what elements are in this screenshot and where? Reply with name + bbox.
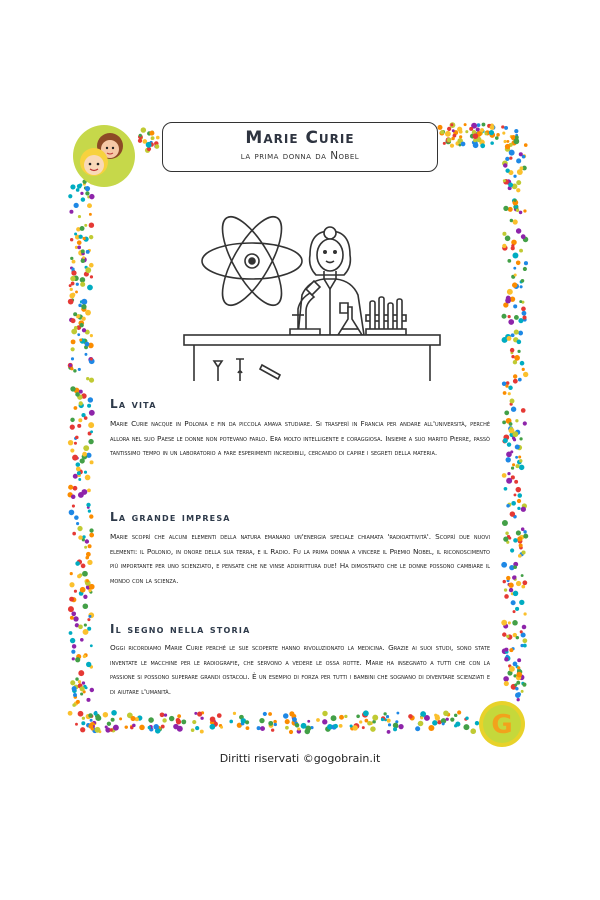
section-text-la-grande-impresa: Marie scoprì che alcuni elementi della natura emanano un'energia speciale chiamata 'radioattività'. Scoprì due nuovi elementi: il Polonio, in onore della sua terra, e il Radio. Fu la prima donna a vincere il Premio Nobel, il riconoscimento più importante per uno scienziato, e pensate che ne vinse addirittura due! Ha dimostrato che le donne possono cambiare il mondo con la scienza. — [110, 532, 490, 585]
test-tubes-icon — [366, 297, 406, 335]
page-title: Marie Curie — [245, 128, 355, 148]
section-heading-il-segno-nella-storia: Il segno nella storia — [110, 622, 251, 636]
gogobrain-logo — [478, 700, 526, 748]
title-box — [162, 122, 438, 172]
glassware-icon — [214, 359, 280, 381]
page-subtitle: la prima donna da Nobel — [240, 150, 360, 162]
marie-curie-lab-illustration — [180, 203, 442, 381]
section-heading-la-vita: La vita — [110, 397, 157, 411]
section-text-il-segno-nella-storia: Oggi ricordiamo Marie Curie perché le sue scoperte hanno rivoluzionato la medicina. Grazie ai suoi studi, sono state inventate le macchine per le radiografie, che servono a vedere le ossa rotte. Marie ha insegnato a tutti che con la passione si possono superare grandi ostacoli. È un esempio di forza per tutti i bambini che sognano di diventare scienziati e di aiutare l'umanità. — [110, 643, 490, 696]
kids-mascot-image — [72, 124, 136, 188]
atom-icon — [202, 209, 302, 314]
lab-table — [184, 335, 440, 381]
section-heading-la-grande-impresa: La grande impresa — [110, 510, 231, 524]
marie-curie-figure — [298, 227, 364, 335]
copyright-footer: Diritti riservati ©gogobrain.it — [219, 752, 381, 765]
section-text-la-vita: Marie Curie nacque in Polonia e fin da piccola amava studiare. Si trasferì in Francia per andare all'università, perché allora nel suo Paese le donne non potevano farlo. Era molto intelligente e coraggiosa. Insieme a suo marito Pierre, passò tantissimo tempo in un laboratorio a fare esperimenti incredibili, cercando di capire i segreti della materia. — [110, 419, 490, 457]
svg-text:G: G — [491, 710, 513, 740]
